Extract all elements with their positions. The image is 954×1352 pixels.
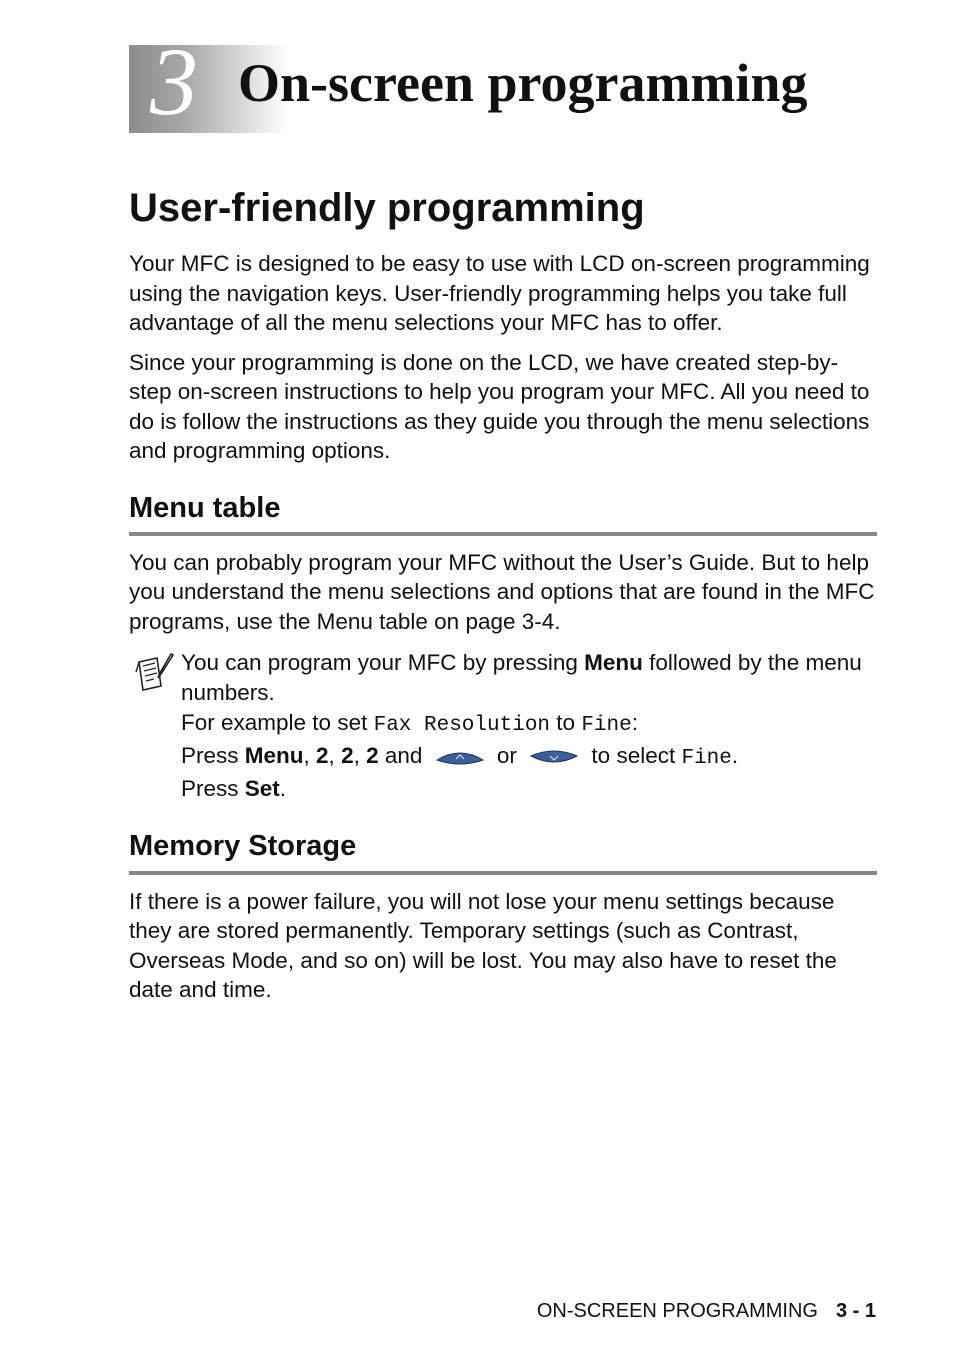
pencil-note-icon <box>135 652 175 692</box>
note-text: , <box>328 743 342 769</box>
setting-value: Fine <box>681 747 732 771</box>
memory-storage-heading-wrap <box>129 828 877 874</box>
note-line-3 <box>181 741 877 774</box>
footer-section-label: ON-SCREEN PROGRAMMING <box>536 1300 818 1322</box>
note-text: : <box>631 710 638 736</box>
note-text: . <box>279 776 287 802</box>
menu-key-label: Menu <box>244 743 304 769</box>
menu-table-heading-wrap <box>129 490 877 536</box>
menu-table-heading: Menu table <box>129 490 877 536</box>
note-box <box>129 648 877 804</box>
page-number: 3 - 1 <box>835 1300 876 1322</box>
page-content <box>129 185 877 1015</box>
memory-storage-heading: Memory Storage <box>129 828 877 874</box>
key-digit: 2 <box>316 743 329 769</box>
note-text: to <box>550 710 582 736</box>
set-key-label: Set <box>244 776 280 802</box>
note-text: . <box>731 743 739 769</box>
chapter-title: On-screen programming <box>238 53 808 113</box>
intro-paragraph-1: Your MFC is designed to be easy to use with LCD on-screen programming using the navigation keys. User-friendly programming helps you take full advantage of all the menu selections your MFC has to offer. <box>129 251 870 335</box>
intro-paragraph-2: Since your programming is done on the LCD, we have created step-by-step on-screen instructions to help you program your MFC. All you need to do is follow the instructions as they guide you through the menu selections and programming options. <box>129 349 870 463</box>
note-line-1 <box>181 648 877 708</box>
nav-up-key-icon <box>435 748 485 766</box>
note-line-4 <box>181 774 877 804</box>
note-text: Press <box>181 776 245 802</box>
note-text: You can program your MFC by pressing <box>181 650 585 676</box>
memory-storage-paragraph: If there is a power failure, you will not lose your menu settings because they are stored permanently. Temporary settings (such as Contrast, Overseas Mode, and so on) will be lost. You may also have to reset the date and time. <box>129 888 837 1002</box>
note-text: For example to set <box>181 710 374 736</box>
note-text: and <box>378 743 429 769</box>
note-line-2 <box>181 708 877 741</box>
note-text: , <box>353 743 367 769</box>
note-text: or <box>490 743 524 769</box>
note-text: to select <box>585 743 682 769</box>
note-text: , <box>303 743 317 769</box>
note-text: followed by the menu numbers. <box>181 650 862 706</box>
menu-table-paragraph: You can probably program your MFC without the User’s Guide. But to help you understand the menu selections and options that are found in the MFC programs, use the Menu table on page 3-4. <box>129 549 875 634</box>
note-text: Press <box>181 743 245 769</box>
key-digit: 2 <box>341 743 354 769</box>
nav-down-key-icon <box>529 748 579 766</box>
chapter-number: 3 <box>150 28 198 135</box>
section-title: User-friendly programming <box>129 186 645 230</box>
menu-key-label: Menu <box>584 650 643 676</box>
key-digit: 2 <box>366 743 379 769</box>
page-footer <box>537 1300 876 1323</box>
setting-value: Fine <box>581 714 632 738</box>
setting-name: Fax Resolution <box>373 714 551 738</box>
